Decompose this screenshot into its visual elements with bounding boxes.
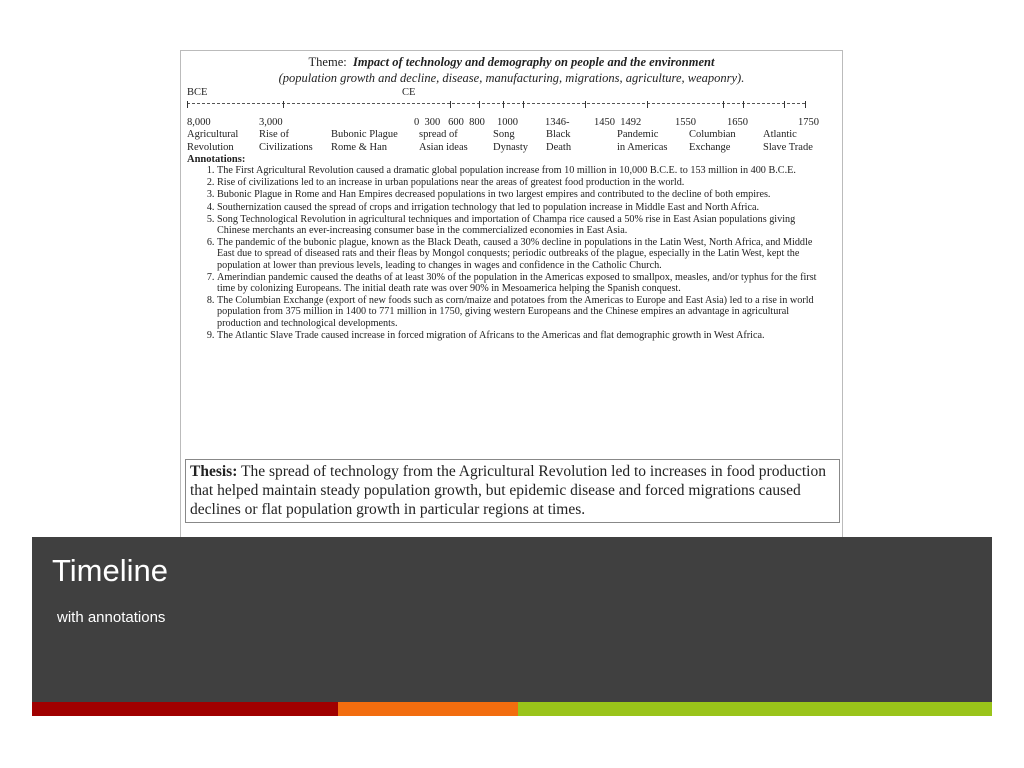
timeline-event-label: Song <box>493 129 515 140</box>
theme-title: Impact of technology and demography on people and the environment <box>352 55 715 69</box>
accent-bar-red <box>32 702 338 716</box>
timeline-event-label: Columbian <box>689 129 736 140</box>
timeline-date: 1346- <box>545 117 570 128</box>
annotations-heading: Annotations: <box>187 154 246 165</box>
annotation-item: 5. Song Technological Revolution in agricultural techniques and importation of Champa rice caused a 50% rise in East Asian populations giving Chinese merchants an ever-increasing consumer base in the commercialized economies in East Asia. <box>217 214 827 236</box>
timeline-date: 1550 <box>675 117 696 128</box>
annotation-item: 8. The Columbian Exchange (export of new foods such as corn/maize and potatoes from the Americas to Europe and East Asia) led to a rise in world population from 375 million in 1400 to 771 million in 1750, giving western Europeans and the Chinese empires an advantage in agricultural production and technological developments. <box>217 295 827 329</box>
slide-title: Timeline <box>52 553 168 588</box>
annotation-item: 7. Amerindian pandemic caused the deaths of at least 30% of the population in the Americas exposed to smallpox, measles, and/or typhus for the first time by colonizing Europeans. The initial death rate was over 90% in Mesoamerica helping the Spanish conquest. <box>217 272 827 294</box>
era-bce: BCE <box>187 87 208 98</box>
timeline-event-label: Asian ideas <box>419 142 468 153</box>
timeline-date: 8,000 <box>187 117 211 128</box>
timeline-event-label: in Americas <box>617 142 668 153</box>
timeline-ruler <box>187 103 805 110</box>
thesis-box <box>185 459 840 523</box>
timeline-document-image <box>180 50 843 537</box>
annotations-list <box>183 165 827 342</box>
timeline-event-label: Pandemic <box>617 129 659 140</box>
accent-bars <box>32 702 992 716</box>
timeline-date: 1000 <box>497 117 518 128</box>
annotation-item: 2. Rise of civilizations led to an increase in urban populations near the areas of greatest food production in the world. <box>217 177 827 188</box>
timeline-date: 1650 <box>727 117 748 128</box>
annotation-item: 1. The First Agricultural Revolution caused a dramatic global population increase from 10 million in 10,000 B.C.E. to 153 million in 400 B.C.E. <box>217 165 827 176</box>
accent-bar-orange <box>338 702 518 716</box>
annotation-item: 3. Bubonic Plague in Rome and Han Empires decreased populations in two largest empires and contributed to the decline of both empires. <box>217 189 827 200</box>
timeline-event-label: Rome & Han <box>331 142 387 153</box>
timeline-date: 1450 1492 <box>594 117 642 128</box>
thesis-text: The spread of technology from the Agricultural Revolution led to increases in food production that helped maintain steady population growth, but epidemic disease and forced migrations caused declines or flat population growth in particular regions at times. <box>190 463 826 518</box>
timeline-event-label: Dynasty <box>493 142 528 153</box>
slide-subtitle: with annotations <box>57 609 166 626</box>
thesis-label: Thesis: <box>190 463 238 480</box>
timeline-event-label: Slave Trade <box>763 142 813 153</box>
timeline-date: 0 300 600 800 <box>414 117 485 128</box>
timeline-event-label: Death <box>546 142 572 153</box>
accent-bar-green <box>518 702 992 716</box>
timeline-event-label: spread of <box>419 129 458 140</box>
timeline-date: 3,000 <box>259 117 283 128</box>
theme-heading <box>181 55 842 70</box>
theme-prefix: Theme: <box>308 55 347 69</box>
annotation-item: 9. The Atlantic Slave Trade caused increase in forced migration of Africans to the Americas and flat demographic growth in West Africa. <box>217 330 827 341</box>
era-ce: CE <box>402 87 416 98</box>
timeline-event-label: Atlantic <box>763 129 797 140</box>
timeline-date: 1750 <box>798 117 819 128</box>
slide-title-band <box>32 537 992 702</box>
timeline-event-label: Revolution <box>187 142 234 153</box>
timeline-event-label: Exchange <box>689 142 731 153</box>
timeline-event-label: Bubonic Plague <box>331 129 398 140</box>
annotation-item: 6. The pandemic of the bubonic plague, known as the Black Death, caused a 30% decline in populations in the Latin West, North Africa, and Middle East due to spread of diseased rats and their fleas by Mongol conquests; periodic outbreaks of the plague, especially in the Latin West, kept the population at lower than previous levels, leading to changes in wages and confidence in the Catholic Church. <box>217 237 827 271</box>
timeline-event-label: Rise of <box>259 129 290 140</box>
theme-subtitle: (population growth and decline, disease, manufacturing, migrations, agriculture, weaponry). <box>278 71 745 85</box>
annotation-item: 4. Southernization caused the spread of crops and irrigation technology that led to population increase in Middle East and North Africa. <box>217 202 827 213</box>
timeline-event-label: Civilizations <box>259 142 313 153</box>
timeline-event-label: Black <box>546 129 571 140</box>
timeline-event-label: Agricultural <box>187 129 239 140</box>
